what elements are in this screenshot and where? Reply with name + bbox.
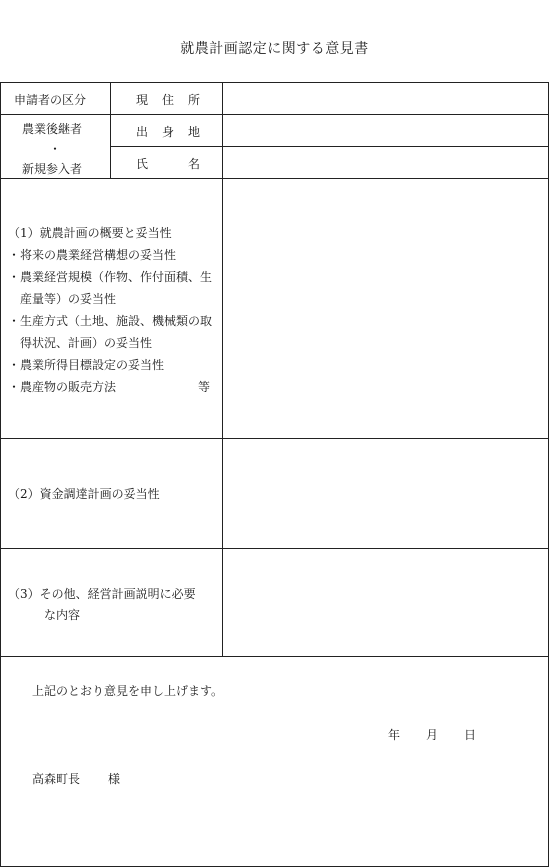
section-1-item: 得状況、計画）の妥当性 [8,336,153,350]
date-year-label: 年 [388,728,401,742]
section-1-item: ・農産物の販売方法 [8,380,117,394]
section-1-title: （1）就農計画の概要と妥当性 [8,226,172,240]
date-month-label: 月 [426,728,439,742]
section-1-item: ・農業経営規模（作物、作付面積、生 [8,270,213,284]
address-value-field[interactable] [223,83,548,114]
name-value-field[interactable] [223,147,548,178]
section-1-item: ・生産方式（土地、施設、機械類の取 [8,314,213,328]
name-label: 氏 名 [136,157,200,171]
addressee-name: 高森町長 [32,772,81,786]
category-label: 申請者の区分 [14,93,87,107]
statement-text: 上記のとおり意見を申し上げます。 [32,684,224,698]
section-1-item: ・農業所得目標設定の妥当性 [8,358,165,372]
birthplace-value-field[interactable] [223,115,548,146]
kind-successor: 農業後継者 [22,122,83,136]
section-1-item: 産量等）の妥当性 [8,292,117,306]
document-title: 就農計画認定に関する意見書 [180,41,369,57]
address-label: 現 住 所 [136,93,200,107]
table-border-left [0,82,1,867]
section-2-value-field[interactable] [223,439,548,548]
birthplace-label: 出 身 地 [136,125,200,139]
section-3-title: （3）その他、経営計画説明に必要 [8,587,196,601]
addressee-honorific: 様 [108,772,121,786]
section-1-value-field[interactable] [223,179,548,438]
section-2-title: （2）資金調達計画の妥当性 [8,487,160,501]
section-3-value-field[interactable] [223,549,548,656]
kind-separator: ・ [49,142,62,156]
section-1-etc: 等 [198,380,211,394]
section-1-label [8,222,218,398]
date-day-label: 日 [464,728,477,742]
row-divider-6 [0,656,549,657]
kind-newcomer: 新規参入者 [22,162,83,176]
section-1-item: ・将来の農業経営構想の妥当性 [8,248,177,262]
col-divider-1 [110,82,111,178]
section-3-title-cont: な内容 [44,608,81,622]
